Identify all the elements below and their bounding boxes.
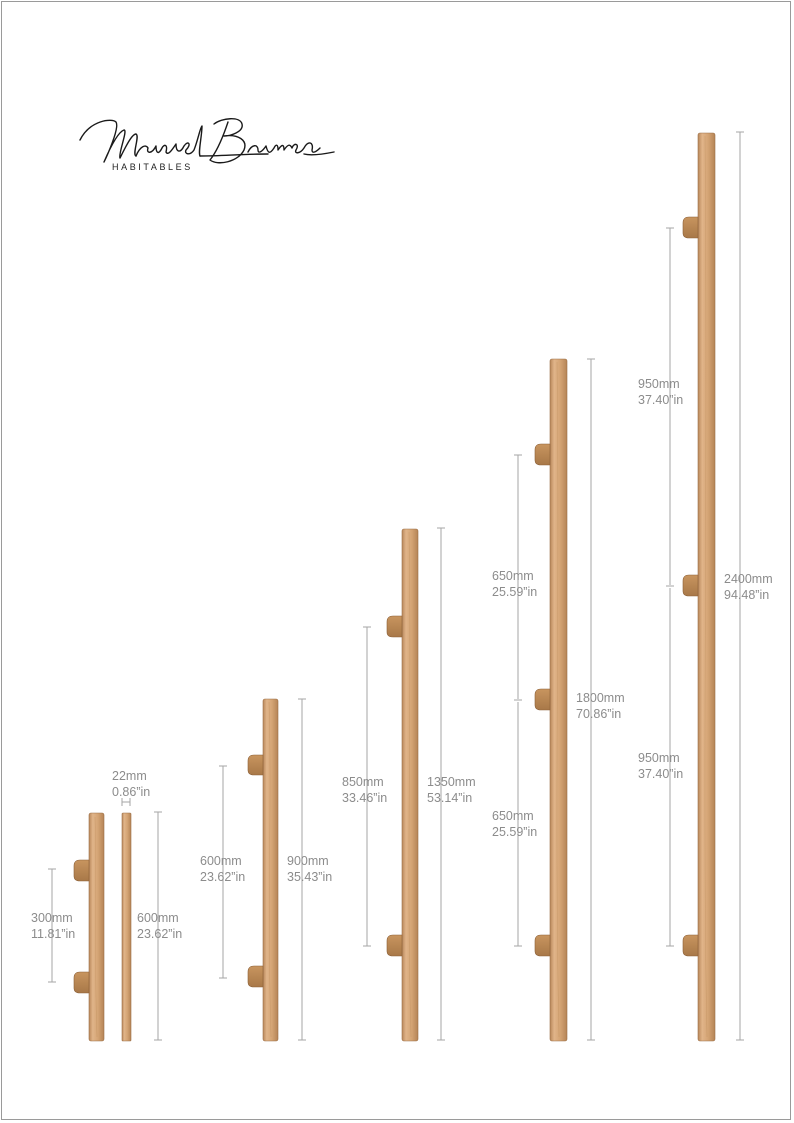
spacing-label-600 <box>200 853 245 885</box>
length-in: 94.48”in <box>724 588 770 602</box>
length-in: 53.14”in <box>427 791 473 805</box>
length-mm: 600mm <box>137 911 179 925</box>
spacing-mm: 650mm <box>492 569 534 583</box>
spacing-in: 23.62”in <box>200 870 246 884</box>
product-drawing <box>2 2 792 1121</box>
handle-600 <box>248 699 278 1041</box>
width-mm: 22mm <box>112 769 147 783</box>
spacing-label-850 <box>342 774 387 806</box>
spacing-top-label-1800 <box>492 568 537 600</box>
length-label-600 <box>137 910 182 942</box>
length-mm: 2400mm <box>724 572 773 586</box>
spacing-mm: 850mm <box>342 775 384 789</box>
spacing-bottom-label-2400 <box>638 750 683 782</box>
handle-300 <box>74 813 104 1041</box>
length-label-2400 <box>724 571 773 603</box>
handle-300-side-view <box>122 813 131 1041</box>
spacing-mm: 600mm <box>200 854 242 868</box>
spacing-mm: 950mm <box>638 377 680 391</box>
spacing-in: 37.40”in <box>638 767 684 781</box>
length-mm: 1350mm <box>427 775 476 789</box>
length-in: 70.86”in <box>576 707 622 721</box>
spacing-in: 11.81”in <box>31 927 76 941</box>
spacing-bottom-label-1800 <box>492 808 537 840</box>
width-in: 0.86”in <box>112 785 151 799</box>
length-in: 35.43”in <box>287 870 333 884</box>
width-label <box>112 768 150 800</box>
handle-2400 <box>683 133 715 1041</box>
dimension-lines <box>48 132 744 1040</box>
spacing-mm: 650mm <box>492 809 534 823</box>
spacing-in: 25.59”in <box>492 825 538 839</box>
spacing-in: 25.59”in <box>492 585 538 599</box>
spec-sheet <box>1 1 791 1120</box>
wood-handles <box>74 133 715 1041</box>
spacing-label-300 <box>31 910 75 942</box>
length-label-1350 <box>427 774 476 806</box>
length-label-1800 <box>576 690 625 722</box>
length-mm: 1800mm <box>576 691 625 705</box>
handle-1800 <box>535 359 567 1041</box>
spacing-mm: 300mm <box>31 911 73 925</box>
length-in: 23.62”in <box>137 927 183 941</box>
spacing-in: 33.46”in <box>342 791 388 805</box>
spacing-mm: 950mm <box>638 751 680 765</box>
spacing-in: 37.40”in <box>638 393 684 407</box>
length-mm: 900mm <box>287 854 329 868</box>
brand-subtitle: HABITABLES <box>112 162 193 172</box>
spacing-top-label-2400 <box>638 376 683 408</box>
handle-850 <box>387 529 418 1041</box>
length-label-900 <box>287 853 332 885</box>
